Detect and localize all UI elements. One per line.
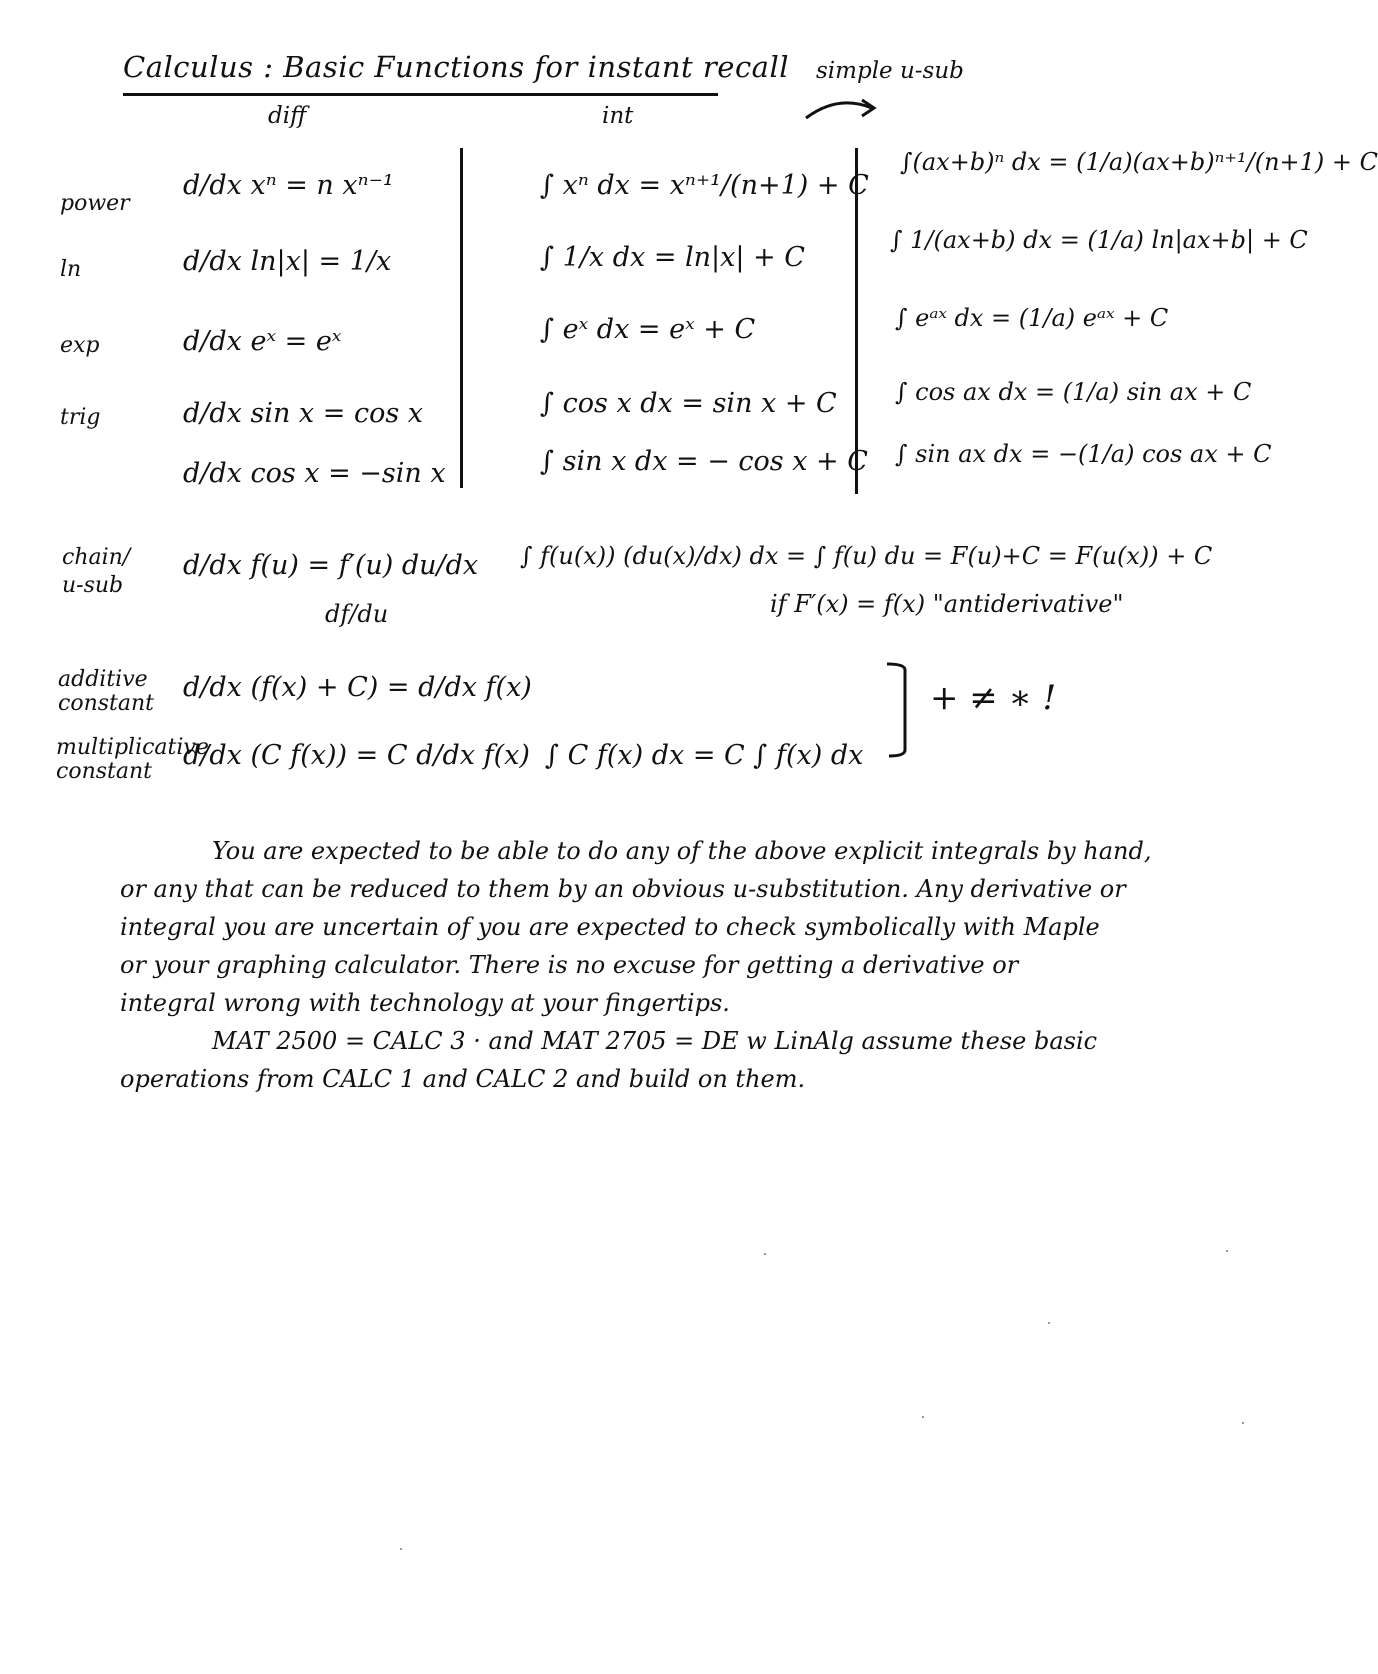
notes-line-7: operations from CALC 1 and CALC 2 and build on them.	[120, 1065, 806, 1093]
formula-ln-usub: ∫ 1/(ax+b) dx = (1/a) ln|ax+b| + C	[890, 226, 1308, 254]
scan-speck	[400, 1548, 402, 1550]
formula-exp-int: ∫ eˣ dx = eˣ + C	[540, 314, 756, 345]
formula-trig-sin-int: ∫ sin x dx = − cos x + C	[540, 446, 868, 477]
row-label-multiplicative: multiplicative	[56, 735, 209, 760]
right-bracket-icon	[885, 660, 915, 760]
notes-line-6: MAT 2500 = CALC 3 · and MAT 2705 = DE w LinAlg assume these basic	[212, 1027, 1098, 1055]
row-label-power: power	[60, 191, 130, 216]
curved-arrow-icon	[802, 92, 882, 126]
formula-trig-sin-usub: ∫ sin ax dx = −(1/a) cos ax + C	[895, 440, 1272, 468]
formula-additive-diff: d/dx (f(x) + C) = d/dx f(x)	[183, 672, 532, 703]
row-label-exp: exp	[60, 333, 100, 358]
row-label-usub: u-sub	[62, 573, 124, 598]
formula-chain-diff-note: df/du	[325, 600, 389, 628]
notes-line-1: You are expected to be able to do any of the above explicit integrals by hand,	[212, 837, 1152, 865]
formula-exp-usub: ∫ eᵃˣ dx = (1/a) eᵃˣ + C	[895, 304, 1169, 332]
formula-ln-int: ∫ 1/x dx = ln|x| + C	[540, 242, 805, 273]
row-label-trig: trig	[60, 405, 101, 430]
formula-trig-cos-int: ∫ cos x dx = sin x + C	[540, 388, 837, 419]
bracket-note: + ≠ ∗ !	[930, 678, 1057, 718]
formula-chain-antiderivative-note: if F′(x) = f(x) "antiderivative"	[770, 590, 1124, 618]
formula-trig-sin-diff: d/dx sin x = cos x	[183, 398, 423, 429]
notes-line-3: integral you are uncertain of you are expected to check symbolically with Maple	[120, 913, 1100, 941]
notes-paragraph	[120, 832, 1180, 1098]
formula-exp-diff: d/dx eˣ = eˣ	[183, 326, 342, 357]
notes-line-4: or your graphing calculator. There is no excuse for getting a derivative or	[120, 951, 1019, 979]
notes-line-5: integral wrong with technology at your fingertips.	[120, 989, 730, 1017]
scan-speck	[1242, 1422, 1244, 1424]
scan-speck	[922, 1416, 924, 1418]
row-label-chain: chain/	[62, 545, 131, 570]
column-header-diff: diff	[268, 103, 307, 129]
formula-power-int: ∫ xⁿ dx = xⁿ⁺¹/(n+1) + C	[540, 170, 869, 201]
formula-power-diff: d/dx xⁿ = n xⁿ⁻¹	[183, 170, 394, 201]
formula-trig-cos-diff: d/dx cos x = −sin x	[183, 458, 446, 489]
title-underline	[123, 93, 718, 96]
formula-ln-diff: d/dx ln|x| = 1/x	[183, 246, 392, 277]
formula-trig-cos-usub: ∫ cos ax dx = (1/a) sin ax + C	[895, 378, 1252, 406]
formula-multiplicative-int: ∫ C f(x) dx = C ∫ f(x) dx	[545, 740, 864, 771]
scan-speck	[1226, 1250, 1228, 1252]
notes-line-2: or any that can be reduced to them by an obvious u-substitution. Any derivative or	[120, 875, 1126, 903]
row-label-ln: ln	[60, 257, 82, 282]
formula-power-usub: ∫(ax+b)ⁿ dx = (1/a)(ax+b)ⁿ⁺¹/(n+1) + C	[900, 148, 1378, 176]
scan-speck	[764, 1253, 766, 1255]
column-header-usub: simple u-sub	[816, 58, 964, 84]
formula-chain-int: ∫ f(u(x)) (du(x)/dx) dx = ∫ f(u) du = F(u)+C = F(u(x)) + C	[520, 542, 1213, 570]
formula-chain-diff: d/dx f(u) = f′(u) du/dx	[183, 550, 479, 581]
scan-speck	[1048, 1322, 1050, 1324]
column-divider-left	[460, 148, 463, 488]
column-header-int: int	[602, 103, 634, 129]
formula-multiplicative-diff: d/dx (C f(x)) = C d/dx f(x)	[183, 740, 530, 771]
page-title: Calculus : Basic Functions for instant recall	[123, 50, 790, 84]
row-label-additive-constant: constant	[58, 691, 154, 716]
row-label-additive: additive	[58, 667, 148, 692]
row-label-multiplicative-constant: constant	[56, 759, 152, 784]
